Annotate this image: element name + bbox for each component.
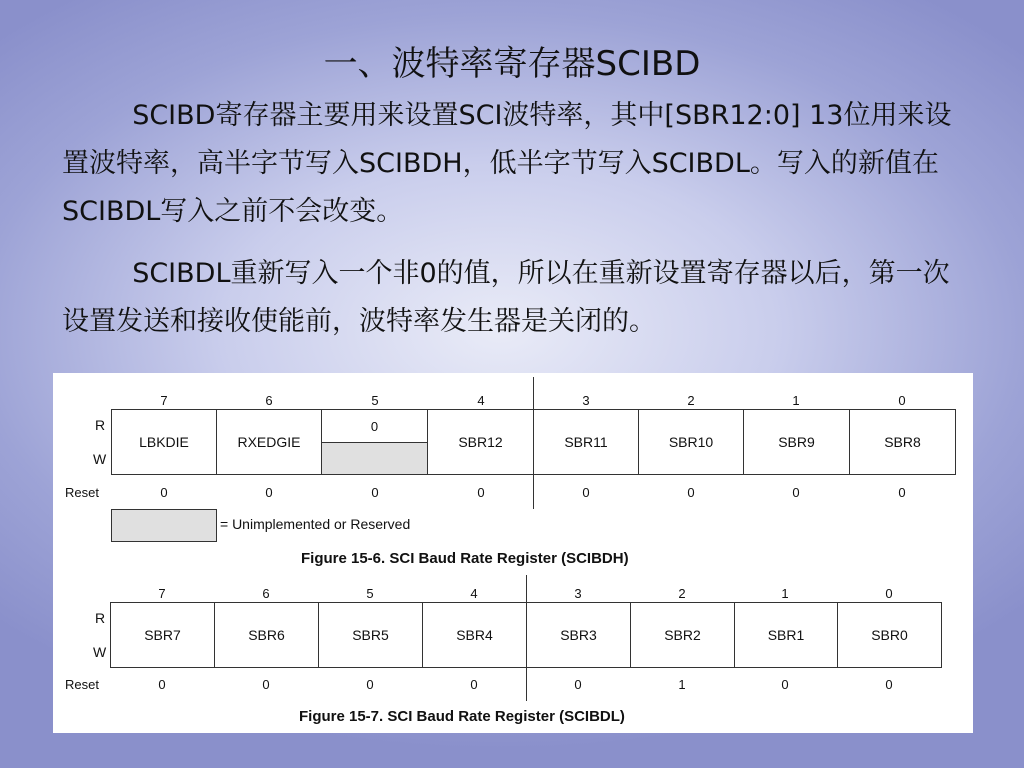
register-figure <box>53 373 973 733</box>
scibdh-reset-5: 0 <box>371 485 379 500</box>
field-sbr6: SBR6 <box>214 602 319 668</box>
caption-scibdh: Figure 15-6. SCI Baud Rate Register (SCIBDH) <box>301 550 629 567</box>
scibdh-reset-6: 0 <box>265 485 273 500</box>
scibdl-bit-5: 5 <box>366 586 374 601</box>
legend-reserved-swatch <box>111 509 217 542</box>
scibdh-bit-2: 2 <box>687 393 695 408</box>
scibdl-reset-0: 0 <box>885 677 893 692</box>
scibdh-reset-1: 0 <box>792 485 800 500</box>
scibdl-bit-1: 1 <box>781 586 789 601</box>
scibdl-write-label: W <box>93 644 107 660</box>
field-lbkdie: LBKDIE <box>111 409 217 475</box>
scibdl-reset-5: 0 <box>366 677 374 692</box>
field-bit5-read: 0 <box>321 409 428 442</box>
field-bit5-reserved <box>321 442 428 475</box>
scibdl-reset-7: 0 <box>158 677 166 692</box>
scibdh-bit-5: 5 <box>371 393 379 408</box>
legend-text: = Unimplemented or Reserved <box>220 516 411 532</box>
scibdh-write-label: W <box>93 451 107 467</box>
field-sbr9: SBR9 <box>743 409 850 475</box>
scibdh-bit-0: 0 <box>898 393 906 408</box>
field-sbr11: SBR11 <box>533 409 639 475</box>
caption-scibdl: Figure 15-7. SCI Baud Rate Register (SCIBDL) <box>299 708 625 725</box>
paragraph-1-text: SCIBD寄存器主要用来设置SCI波特率，其中[SBR12:0] 13位用来设置波特率，高半字节写入SCIBDH，低半字节写入SCIBDL。写入的新值在SCIBDL写入之前不会改变。 <box>62 100 952 227</box>
scibdl-reset-3: 0 <box>574 677 582 692</box>
scibdh-reset-0: 0 <box>898 485 906 500</box>
field-sbr7: SBR7 <box>110 602 215 668</box>
scibdh-read-label: R <box>95 417 106 433</box>
scibdh-bit-7: 7 <box>160 393 168 408</box>
scibdl-bit-7: 7 <box>158 586 166 601</box>
field-sbr10: SBR10 <box>638 409 744 475</box>
scibdh-reset-4: 0 <box>477 485 485 500</box>
field-rxedgie: RXEDGIE <box>216 409 322 475</box>
scibdl-nibble-divider <box>526 575 527 701</box>
scibdl-bit-4: 4 <box>470 586 478 601</box>
scibdh-reset-2: 0 <box>687 485 695 500</box>
field-sbr12: SBR12 <box>427 409 534 475</box>
paragraph-2-text: SCIBDL重新写入一个非0的值，所以在重新设置寄存器以后，第一次设置发送和接收使能前，波特率发生器是关闭的。 <box>62 258 950 337</box>
paragraph-2 <box>62 250 962 346</box>
scibdh-bit-4: 4 <box>477 393 485 408</box>
slide-title: 一、波特率寄存器SCIBD <box>323 44 701 84</box>
scibdh-reset-3: 0 <box>582 485 590 500</box>
scibdl-reset-2: 1 <box>678 677 686 692</box>
scibdh-bit-3: 3 <box>582 393 590 408</box>
scibdl-bit-0: 0 <box>885 586 893 601</box>
scibdl-bit-3: 3 <box>574 586 582 601</box>
field-sbr1: SBR1 <box>734 602 838 668</box>
scibdl-reset-1: 0 <box>781 677 789 692</box>
scibdl-reset-4: 0 <box>470 677 478 692</box>
field-sbr8: SBR8 <box>849 409 956 475</box>
scibdh-bit-1: 1 <box>792 393 800 408</box>
field-sbr0: SBR0 <box>837 602 942 668</box>
scibdh-reset-label: Reset <box>65 485 99 500</box>
field-sbr5: SBR5 <box>318 602 423 668</box>
scibdh-nibble-divider <box>533 377 534 509</box>
scibdl-reset-6: 0 <box>262 677 270 692</box>
paragraph-1 <box>62 92 962 236</box>
scibdh-bit-6: 6 <box>265 393 273 408</box>
scibdl-bit-2: 2 <box>678 586 686 601</box>
field-sbr3: SBR3 <box>526 602 631 668</box>
field-sbr4: SBR4 <box>422 602 527 668</box>
field-sbr2: SBR2 <box>630 602 735 668</box>
scibdl-bit-6: 6 <box>262 586 270 601</box>
scibdh-reset-7: 0 <box>160 485 168 500</box>
scibdl-read-label: R <box>95 610 106 626</box>
scibdl-reset-label: Reset <box>65 677 99 692</box>
